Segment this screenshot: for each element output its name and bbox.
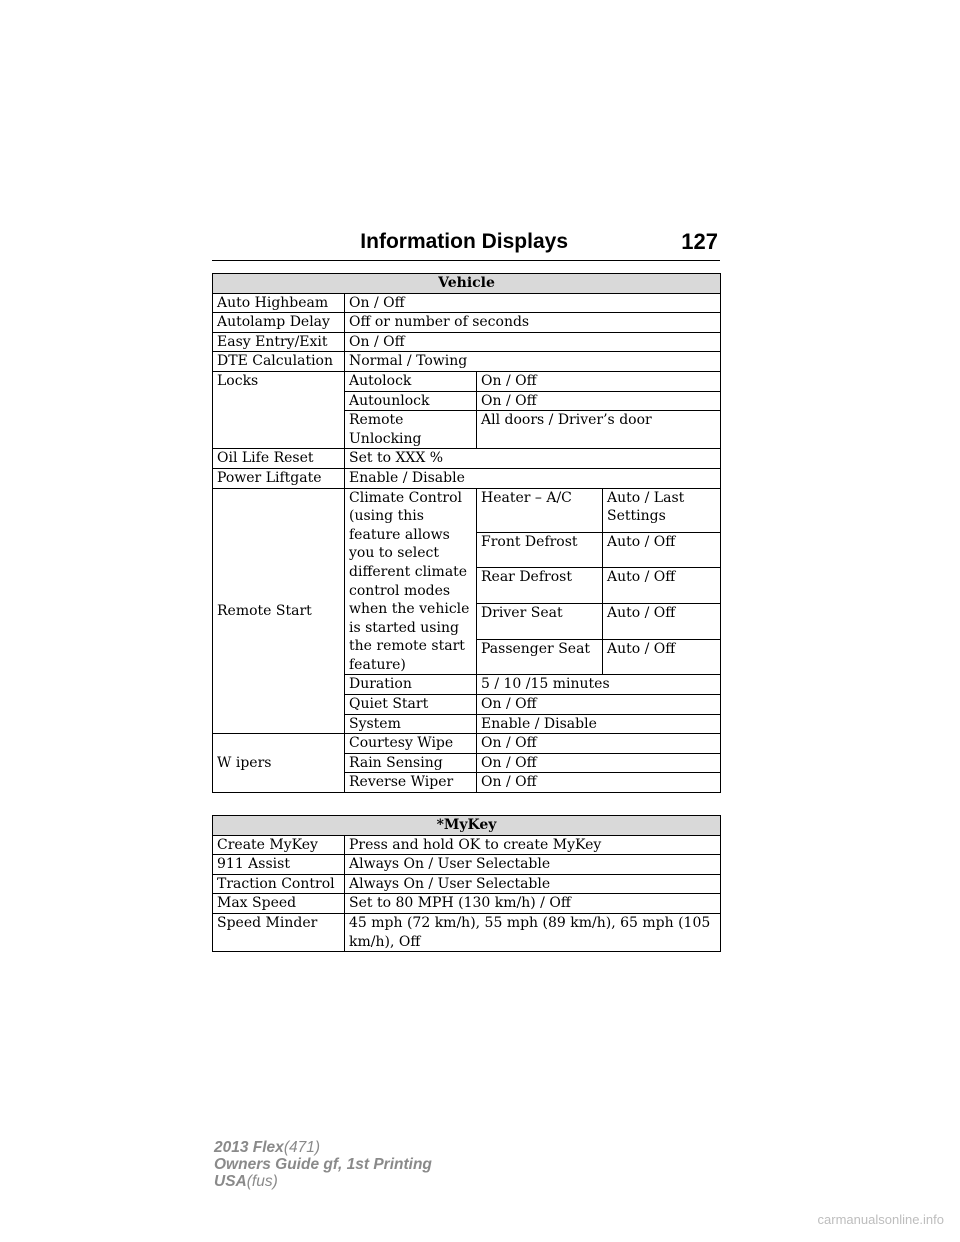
sub-value: On / Off (477, 773, 721, 793)
sub-label: Quiet Start (345, 695, 477, 715)
sub-value: Auto / Off (603, 568, 721, 604)
table-row (213, 352, 721, 372)
page-number: 127 (681, 229, 718, 254)
row-value: 45 mph (72 km/h), 55 mph (89 km/h), 65 mph (105 km/h), Off (345, 913, 721, 951)
sub-label: System (345, 714, 477, 734)
row-label: 911 Assist (213, 855, 345, 875)
table-row (213, 332, 721, 352)
sub-label: Autolock (345, 371, 477, 391)
sub-value: All doors / Driver’s door (477, 411, 721, 449)
sub-value: Auto / Last Settings (603, 488, 721, 532)
page-header (212, 226, 720, 261)
table-row (213, 468, 721, 488)
sub-label: Remote Unlocking (345, 411, 477, 449)
row-value: Off or number of seconds (345, 313, 721, 333)
footer-region-code: (fus) (246, 1173, 278, 1190)
sub-value: Enable / Disable (477, 714, 721, 734)
table-row (213, 835, 721, 855)
row-label: Max Speed (213, 894, 345, 914)
row-value: Set to XXX % (345, 449, 721, 469)
print-footer (214, 1139, 432, 1190)
table-row (213, 874, 721, 894)
sub-label: Reverse Wiper (345, 773, 477, 793)
table-row (213, 913, 721, 951)
sub-label: Heater – A/C (477, 488, 603, 532)
row-value: Press and hold OK to create MyKey (345, 835, 721, 855)
sub-value: On / Off (477, 371, 721, 391)
table-row (213, 274, 721, 294)
sub-label: Courtesy Wipe (345, 734, 477, 754)
sub-value: On / Off (477, 695, 721, 715)
row-label: Auto Highbeam (213, 293, 345, 313)
row-value: On / Off (345, 293, 721, 313)
footer-model-code: (471) (283, 1139, 320, 1156)
sub-label: Duration (345, 675, 477, 695)
table-row (213, 371, 721, 391)
sub-value: On / Off (477, 734, 721, 754)
sub-value: 5 / 10 /15 minutes (477, 675, 721, 695)
mykey-heading: *MyKey (213, 816, 721, 836)
row-label: Easy Entry/Exit (213, 332, 345, 352)
sub-value: On / Off (477, 391, 721, 411)
table-row (213, 816, 721, 836)
table-row (213, 313, 721, 333)
table-row (213, 449, 721, 469)
row-label: DTE Calculation (213, 352, 345, 372)
sub-label: Driver Seat (477, 604, 603, 640)
row-label: Power Liftgate (213, 468, 345, 488)
row-label: W ipers (213, 734, 345, 793)
section-title: Information Displays (360, 230, 568, 253)
sub-label: Rear Defrost (477, 568, 603, 604)
watermark-link[interactable]: carmanualsonline.info (817, 1212, 944, 1227)
sub-value: Auto / Off (603, 532, 721, 568)
row-label: Traction Control (213, 874, 345, 894)
row-value: On / Off (345, 332, 721, 352)
sub-value: Auto / Off (603, 604, 721, 640)
footer-guide: Owners Guide gf, 1st Printing (214, 1156, 432, 1173)
footer-model: 2013 Flex (214, 1139, 284, 1156)
sub-label: Autounlock (345, 391, 477, 411)
row-value: Normal / Towing (345, 352, 721, 372)
sub-label: Rain Sensing (345, 753, 477, 773)
footer-region: USA (214, 1173, 247, 1190)
row-value: Set to 80 MPH (130 km/h) / Off (345, 894, 721, 914)
table-row (213, 894, 721, 914)
table-row (213, 734, 721, 754)
row-value: Always On / User Selectable (345, 874, 721, 894)
sub-label: Front Defrost (477, 532, 603, 568)
table-row (213, 855, 721, 875)
table-row (213, 293, 721, 313)
sub-value: Auto / Off (603, 639, 721, 675)
row-label: Create MyKey (213, 835, 345, 855)
row-value: Enable / Disable (345, 468, 721, 488)
sub-label: Passenger Seat (477, 639, 603, 675)
table-row (213, 488, 721, 532)
row-value: Always On / User Selectable (345, 855, 721, 875)
row-label: Oil Life Reset (213, 449, 345, 469)
sub-value: On / Off (477, 753, 721, 773)
row-label: Locks (213, 371, 345, 448)
row-label: Speed Minder (213, 913, 345, 951)
row-label: Autolamp Delay (213, 313, 345, 333)
vehicle-settings-table (212, 273, 721, 793)
sub-label: Climate Control (using this feature allows you to select different climate control modes when the vehicle is started using the remote start feature) (345, 488, 477, 675)
mykey-settings-table (212, 815, 721, 952)
row-label: Remote Start (213, 488, 345, 734)
vehicle-heading: Vehicle (213, 274, 721, 294)
